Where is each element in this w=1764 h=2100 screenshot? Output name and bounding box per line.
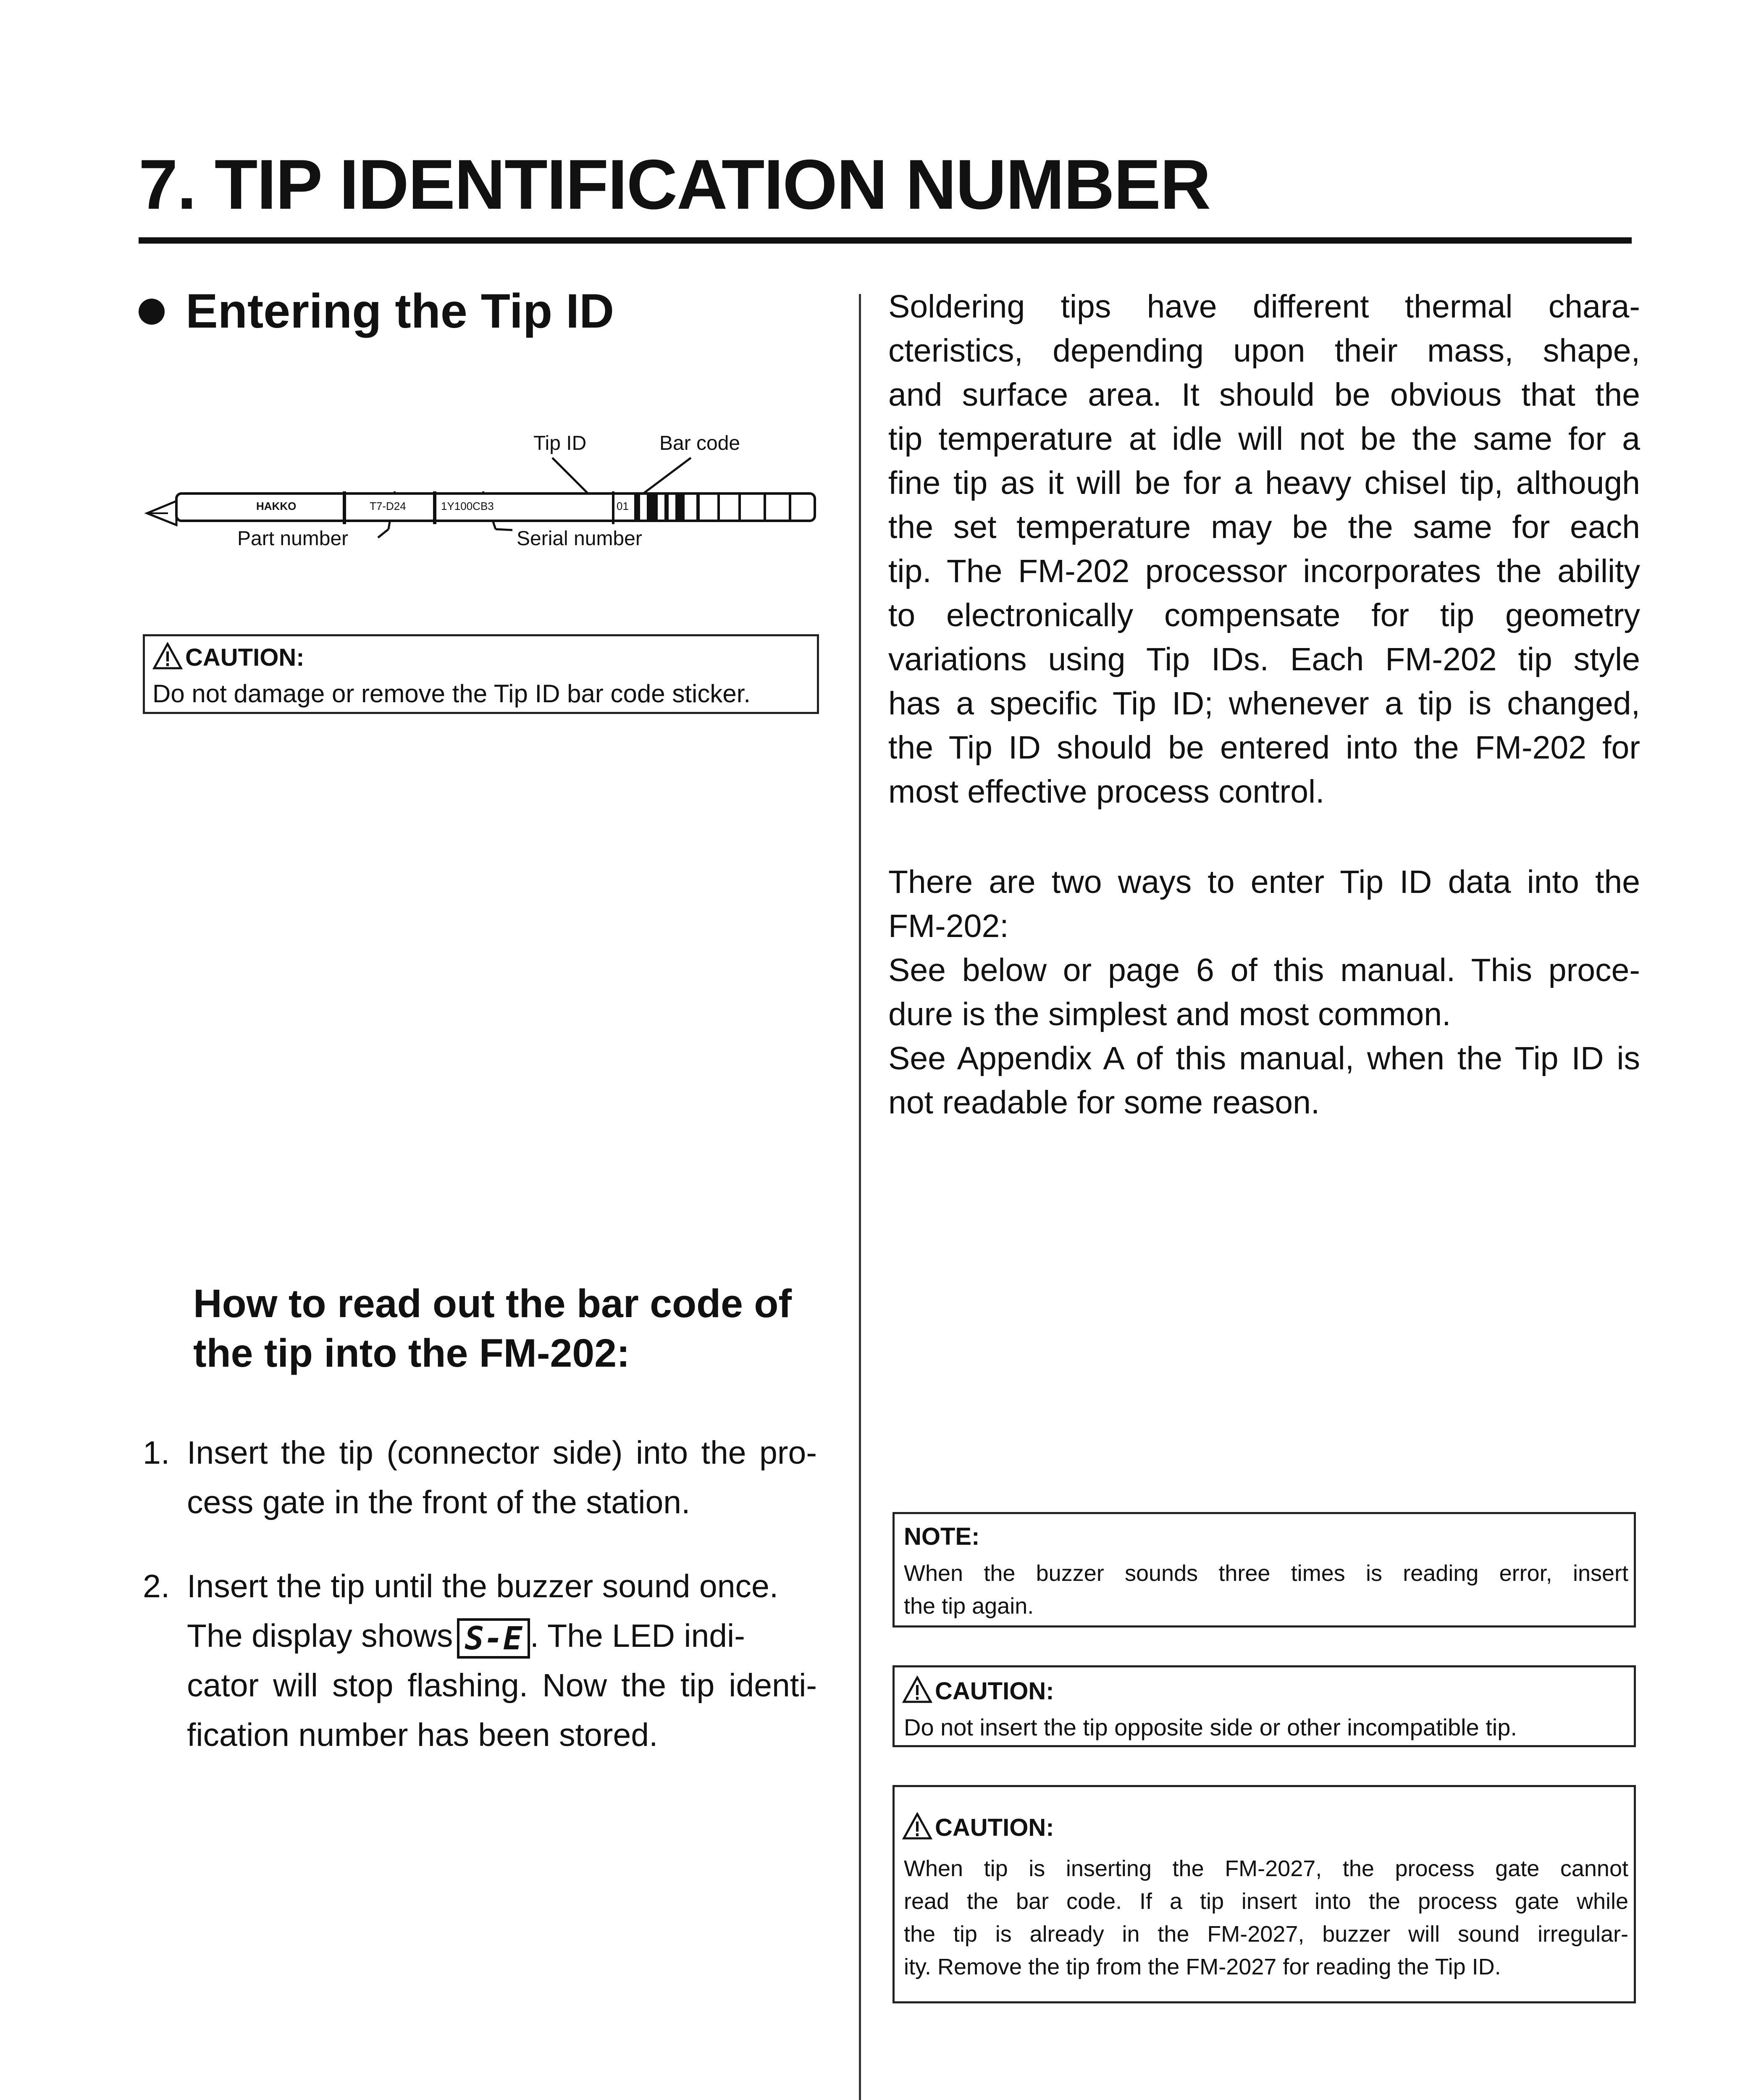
procedure-step-1 — [0, 1428, 840, 1529]
intro-line: most effective process control. — [888, 774, 1325, 810]
label-part-number: Part number — [237, 528, 349, 550]
procedure-heading — [193, 1279, 792, 1378]
step-1-text — [187, 1428, 817, 1527]
ways-line: See below or page 6 of this manual. This proce- — [888, 952, 1640, 988]
caution-insert-header — [902, 1676, 1054, 1706]
sticker-part: T7-D24 — [370, 500, 406, 512]
warning-icon — [152, 642, 183, 672]
note-body — [904, 1557, 1628, 1622]
warning-icon — [902, 1812, 932, 1842]
ways-line: See Appendix A of this manual, when the Tip ID is — [888, 1040, 1640, 1076]
procedure-heading-line: the tip into the FM-202: — [193, 1331, 630, 1376]
intro-line: fine tip as it will be for a heavy chisel tip, although — [888, 465, 1640, 501]
ways-paragraph — [888, 860, 1640, 1125]
step-line-post: . The LED indi- — [530, 1618, 745, 1654]
label-tip-id: Tip ID — [533, 432, 587, 454]
intro-line: cteristics, depending upon their mass, shape, — [888, 333, 1640, 369]
title-rule — [139, 237, 1632, 244]
sticker-serial: 1Y100CB3 — [441, 500, 494, 512]
caution-insert-body: Do not insert the tip opposite side or other incompatible tip. — [904, 1714, 1517, 1740]
caution-line: the tip is already in the FM-2027, buzzer will sound irregular- — [904, 1922, 1628, 1947]
caution-fm2027-title: CAUTION: — [935, 1814, 1054, 1841]
note-line: When the buzzer sounds three times is reading error, insert — [904, 1561, 1628, 1586]
intro-line: tip temperature at idle will not be the same for a — [888, 421, 1640, 457]
caution-fm2027-header — [902, 1812, 1054, 1842]
step-line: cess gate in the front of the station. — [187, 1484, 690, 1520]
note-line: the tip again. — [904, 1593, 1034, 1619]
ways-line: not readable for some reason. — [888, 1084, 1320, 1121]
caution-fm2027-body — [904, 1852, 1628, 1983]
caution-insert-box — [892, 1665, 1636, 1747]
step-line: Insert the tip until the buzzer sound once. — [187, 1568, 779, 1604]
intro-line: has a specific Tip ID; whenever a tip is changed, — [888, 685, 1640, 722]
sticker-tip-id: 01 — [617, 500, 629, 512]
lcd-display-readout: S-E — [457, 1618, 530, 1659]
caution-sticker-header — [152, 642, 304, 672]
note-title: NOTE: — [904, 1523, 980, 1550]
intro-line: Soldering tips have different thermal chara- — [888, 289, 1640, 325]
warning-icon — [902, 1676, 932, 1706]
caution-sticker-box — [143, 634, 819, 714]
ways-line: There are two ways to enter Tip ID data into the — [888, 864, 1640, 900]
subsection-title: Entering the Tip ID — [186, 284, 614, 338]
intro-line: to electronically compensate for tip geometry — [888, 597, 1640, 633]
intro-paragraph — [888, 285, 1640, 814]
subsection-heading — [139, 284, 614, 339]
step-number: 2. — [143, 1568, 170, 1604]
intro-line: variations using Tip IDs. Each FM-202 tip style — [888, 641, 1640, 677]
caution-insert-title: CAUTION: — [935, 1677, 1054, 1705]
procedure-step-2 — [0, 1562, 840, 1763]
step-line-display — [187, 1611, 817, 1661]
label-serial-number: Serial number — [517, 528, 642, 550]
step-line-pre: The display shows — [187, 1618, 453, 1654]
column-divider — [859, 294, 861, 2100]
step-number: 1. — [143, 1435, 170, 1471]
intro-line: and surface area. It should be obvious that the — [888, 377, 1640, 413]
caution-sticker-title: CAUTION: — [185, 644, 304, 671]
label-bar-code: Bar code — [659, 432, 740, 454]
bullet-icon — [139, 299, 165, 325]
step-line: cator will stop flashing. Now the tip identi- — [187, 1667, 817, 1704]
section-title: 7. TIP IDENTIFICATION NUMBER — [139, 145, 1210, 224]
ways-line: dure is the simplest and most common. — [888, 996, 1451, 1032]
caution-sticker-body: Do not damage or remove the Tip ID bar code sticker. — [152, 680, 751, 708]
step-line: fication number has been stored. — [187, 1717, 658, 1753]
caution-line: ity. Remove the tip from the FM-2027 for reading the Tip ID. — [904, 1954, 1501, 1979]
intro-line: the set temperature may be the same for each — [888, 509, 1640, 545]
intro-line: tip. The FM-202 processor incorporates the ability — [888, 553, 1640, 589]
sticker-brand: HAKKO — [256, 500, 297, 512]
step-line: Insert the tip (connector side) into the pro- — [187, 1435, 817, 1471]
caution-fm2027-box — [892, 1785, 1636, 2003]
caution-line: read the bar code. If a tip insert into the process gate while — [904, 1889, 1628, 1914]
procedure-heading-line: How to read out the bar code of — [193, 1281, 792, 1326]
caution-line: When tip is inserting the FM-2027, the process gate cannot — [904, 1856, 1628, 1881]
ways-line: FM-202: — [888, 908, 1009, 944]
note-box — [892, 1512, 1636, 1628]
step-2-text — [187, 1562, 817, 1760]
tip-diagram — [143, 420, 823, 588]
intro-line: the Tip ID should be entered into the FM-202 for — [888, 730, 1640, 766]
